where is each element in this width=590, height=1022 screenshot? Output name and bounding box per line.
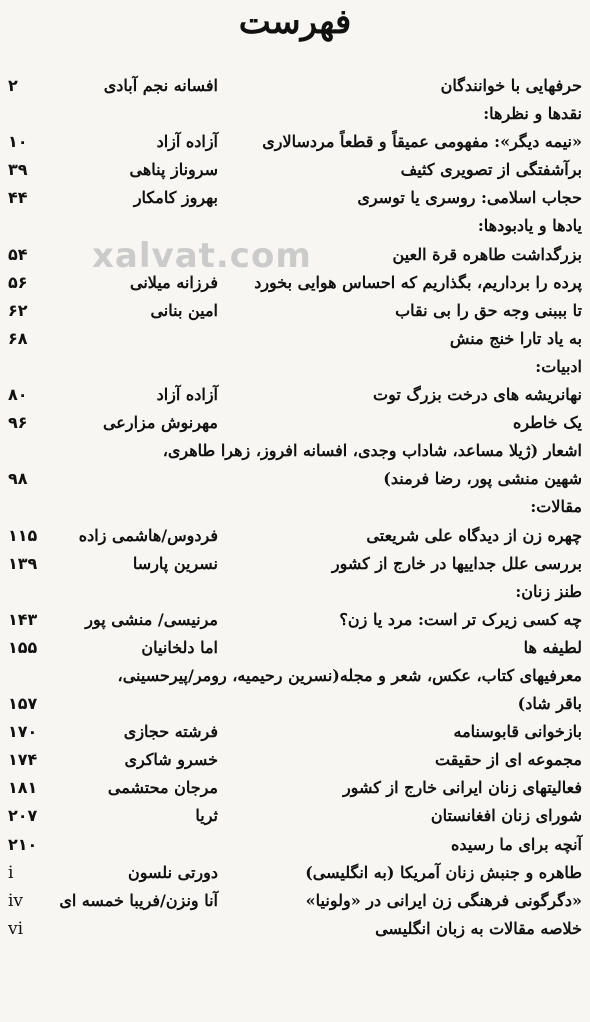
page-title: فهرست	[238, 2, 352, 42]
entry-page-number: ۹۶	[8, 413, 28, 433]
entry-page-number: ۱۱۵	[8, 525, 38, 545]
entry-author: آنا ونزن/فریبا خمسه ای	[59, 890, 218, 910]
entry-title: اشعار (ژیلا مساعد، شاداب وجدی، افسانه افروز، زهرا طاهری،	[162, 441, 582, 461]
entry-page-number: ۸۰	[8, 385, 28, 405]
toc-entry	[0, 859, 590, 887]
toc-entry	[0, 100, 590, 128]
entry-page-number: ۲	[8, 76, 18, 95]
entry-page-number: ۴۴	[8, 188, 28, 208]
toc-entry	[0, 606, 590, 634]
toc-entry	[0, 522, 590, 550]
entry-page-number: ۶۸	[8, 328, 28, 348]
entry-title: طنز زنان:	[515, 581, 582, 601]
entry-title: چه کسی زیرک تر است: مرد یا زن؟	[339, 609, 582, 629]
toc-entry	[0, 128, 590, 156]
entry-title: چهره زن از دیدگاه علی شریعتی	[366, 525, 582, 545]
entry-title: مقالات:	[530, 497, 582, 517]
entry-author: فردوس/هاشمی زاده	[78, 525, 218, 545]
entry-author: سروناز پناهی	[129, 160, 218, 180]
entry-title: لطیفه ها	[523, 637, 582, 657]
toc-entry	[0, 662, 590, 690]
entry-page-number: ۳۹	[8, 160, 28, 180]
entry-title: تا بببنی وجه حق را بی نقاب	[395, 300, 582, 320]
entry-author: ثریا	[195, 806, 218, 826]
entry-author: اما دلخانیان	[141, 637, 218, 657]
entry-page-number: ۱۵۵	[8, 637, 38, 657]
entry-title: بزرگداشت طاهره قرة العین	[392, 244, 582, 264]
watermark: xalvat.com	[92, 236, 312, 276]
entry-page-number: ۵۴	[8, 244, 28, 264]
toc-entry	[0, 409, 590, 437]
toc-entry	[0, 184, 590, 212]
entry-title: شورای زنان افغانستان	[430, 806, 582, 826]
entry-page-number: i	[8, 862, 14, 883]
entry-author: امین بنانی	[150, 300, 218, 320]
entry-page-number: ۲۱۰	[8, 834, 38, 854]
entry-title: معرفیهای کتاب، عکس، شعر و مجله(نسرین رحیمیه، رومر/پیرحسینی،	[117, 665, 582, 685]
entry-title: بازخوانی قابوسنامه	[453, 722, 582, 742]
entry-author: مرجان محتشمی	[107, 778, 218, 798]
entry-page-number: iv	[8, 890, 24, 911]
entry-page-number: ۲۰۷	[8, 806, 38, 826]
toc-entry	[0, 915, 590, 943]
toc-entry	[0, 690, 590, 718]
toc-entry	[0, 802, 590, 830]
entry-author: دورتی نلسون	[128, 862, 218, 882]
toc-entry	[0, 297, 590, 325]
entry-title: حرفهایی با خوانندگان	[440, 76, 582, 95]
entry-page-number: ۱۷۴	[8, 750, 38, 770]
entry-page-number: ۹۸	[8, 469, 28, 489]
toc-entry	[0, 381, 590, 409]
entry-author: فرشته حجازی	[123, 722, 218, 742]
entry-author: آزاده آزاد	[156, 132, 218, 152]
entry-title: بررسی علل جداییها در خارج از کشور	[331, 553, 582, 573]
entry-title: طاهره و جنبش زنان آمریکا (به انگلیسی)	[305, 862, 582, 882]
entry-page-number: ۱۳۹	[8, 553, 38, 573]
entry-page-number: ۱۵۷	[8, 694, 38, 714]
entry-title: به یاد تارا خنج منش	[449, 328, 582, 348]
entry-title: شهین منشی پور، رضا فرمند)	[383, 469, 582, 489]
toc-entry	[0, 831, 590, 859]
toc-entry	[0, 353, 590, 381]
entry-title: نهانریشه های درخت بزرگ توت	[373, 385, 582, 405]
toc-entry	[0, 746, 590, 774]
entry-title: «نیمه دیگر»: مفهومی عمیقاً و قطعاً مردسالاری	[262, 132, 582, 152]
entry-title: باقر شاد)	[517, 694, 582, 714]
toc-entry	[0, 634, 590, 662]
table-of-contents	[0, 72, 590, 943]
entry-page-number: ۱۸۱	[8, 778, 38, 798]
entry-title: حجاب اسلامی: روسری یا توسری	[357, 188, 582, 208]
entry-author: مرنیسی/ منشی پور	[85, 609, 218, 629]
toc-entry	[0, 325, 590, 353]
entry-title: مجموعه ای از حقیقت	[434, 750, 582, 770]
entry-title: یادها و یادبودها:	[477, 216, 582, 236]
entry-author: فرزانه میلانی	[130, 272, 218, 292]
entry-title: فعالیتهای زنان ایرانی خارج از کشور	[342, 778, 582, 798]
entry-page-number: vi	[8, 918, 24, 939]
toc-entry	[0, 774, 590, 802]
entry-title: یک خاطره	[512, 413, 582, 433]
entry-author: نسرین پارسا	[132, 553, 218, 573]
entry-title: خلاصه مقالات به زبان انگلیسی	[375, 918, 582, 938]
toc-entry	[0, 550, 590, 578]
toc-entry	[0, 269, 590, 297]
toc-entry	[0, 578, 590, 606]
toc-entry	[0, 493, 590, 521]
entry-title: آنچه برای ما رسیده	[451, 834, 582, 854]
entry-title: «دگرگونی فرهنگی زن ایرانی در «ولونیا»	[305, 890, 582, 910]
entry-title: ادبیات:	[535, 356, 582, 376]
entry-title: برآشفتگی از تصویری کثیف	[400, 160, 582, 180]
entry-author: خسرو شاکری	[124, 750, 218, 770]
entry-author: مهرنوش مزارعی	[102, 413, 218, 433]
entry-author: افسانه نجم آبادی	[103, 76, 218, 95]
entry-page-number: ۱۷۰	[8, 722, 38, 742]
toc-entry	[0, 212, 590, 240]
toc-entry	[0, 72, 590, 100]
entry-author: آزاده آزاد	[156, 385, 218, 405]
toc-entry	[0, 887, 590, 915]
toc-entry	[0, 156, 590, 184]
entry-title: پرده را برداریم، بگذاریم که احساس هوایی بخورد	[254, 272, 582, 292]
toc-entry	[0, 241, 590, 269]
entry-author: بهروز کامکار	[133, 188, 218, 208]
entry-page-number: ۵۶	[8, 272, 28, 292]
entry-page-number: ۶۲	[8, 300, 28, 320]
toc-entry	[0, 465, 590, 493]
entry-page-number: ۱۴۳	[8, 609, 38, 629]
toc-entry	[0, 718, 590, 746]
toc-entry	[0, 437, 590, 465]
entry-title: نقدها و نظرها:	[483, 104, 582, 124]
entry-page-number: ۱۰	[8, 132, 28, 152]
